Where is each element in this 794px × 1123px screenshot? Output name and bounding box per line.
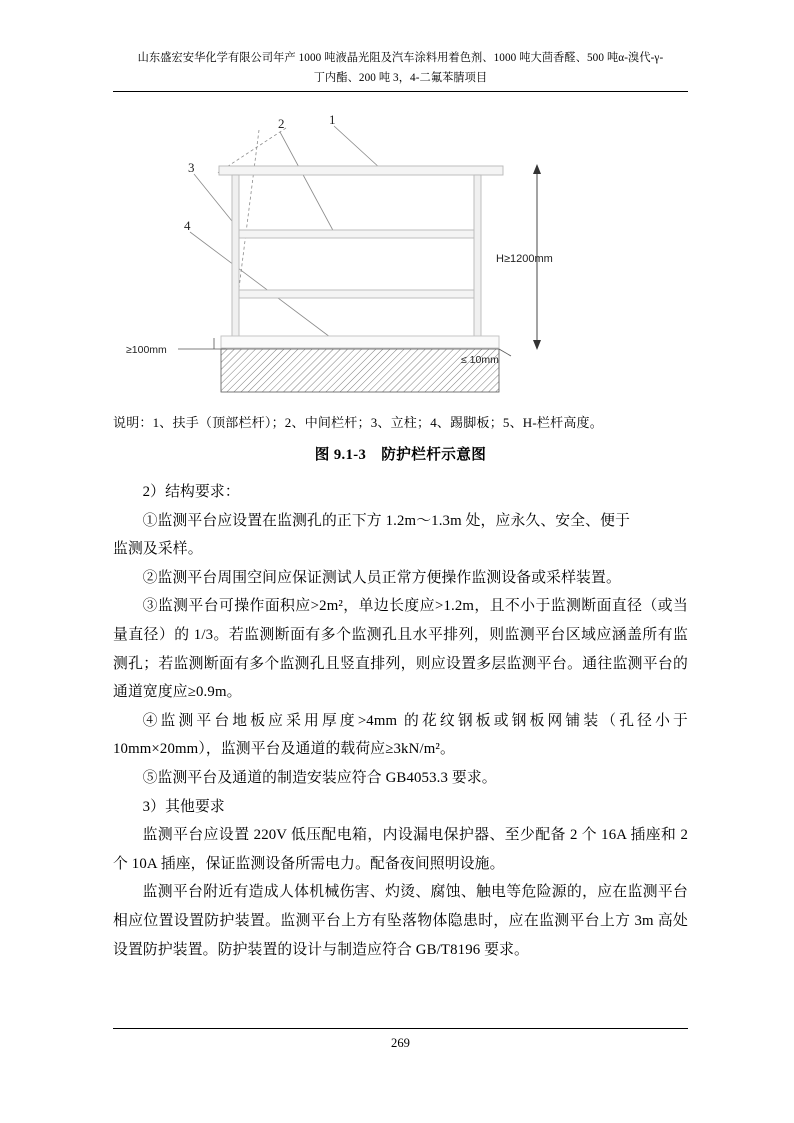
structural-item-2: ②监测平台周围空间应保证测试人员正常方便操作监测设备或采样装置。 [142, 569, 621, 586]
dimension-label-toe-height: ≥100mm [126, 344, 167, 356]
callout-number-4: 4 [183, 218, 190, 233]
structural-item-5: ⑤监测平台及通道的制造安装应符合 GB4053.3 要求。 [142, 769, 497, 786]
toe-board [221, 336, 499, 348]
structural-item-4: ④监测平台地板应采用厚度>4mm 的花纹钢板或钢板网铺装（孔径小于 10mm×20mm），监测平台及通道的载荷应≥3kN/m²。 [113, 712, 688, 758]
ground-hatch [221, 349, 499, 392]
footer-divider [113, 1028, 688, 1029]
top-handrail [219, 166, 503, 175]
running-header-line2: 丁内酯、200 吨 3，4-二氟苯腈项目 [313, 72, 488, 84]
callout-number-1: 1 [328, 112, 335, 127]
body-text [113, 478, 688, 964]
structural-item-1: ①监测平台应设置在监测孔的正下方 1.2m～1.3m 处，应永久、安全、便于 [142, 512, 631, 529]
post-left [232, 175, 239, 347]
dimension-arrow-bottom [533, 340, 541, 350]
running-header [113, 48, 688, 90]
section-2-title: 2）结构要求： [142, 484, 240, 500]
page-number: 269 [391, 1036, 410, 1050]
dimension-arrow-top [533, 164, 541, 174]
figure-legend-note: 说明：1、扶手（顶部栏杆）；2、中间栏杆；3、立柱；4、踢脚板；5、H-栏杆高度。 [113, 415, 603, 430]
running-header-line1: 山东盛宏安华化学有限公司年产 1000 吨液晶光阻及汽车涂料用着色剂、1000 吨大茴香醛、500 吨α-溴代-γ- [137, 52, 664, 64]
other-requirement-paragraph-2: 监测平台附近有造成人体机械伤害、灼烫、腐蚀、触电等危险源的，应在监测平台相应位置设置防护装置。监测平台上方有坠落物体隐患时，应在监测平台上方 3m 高处设置防护装置。防护装置的设计与制造应符合 GB/T8196 要求。 [113, 884, 688, 958]
page-content [113, 48, 688, 964]
callout-number-3: 3 [187, 160, 194, 175]
header-divider [113, 91, 688, 92]
structural-item-1-continued: 监测及采样。 [113, 541, 203, 558]
dimension-label-height: H≥1200mm [496, 253, 553, 265]
figure-guardrail-diagram [113, 106, 688, 406]
dimension-label-gap: ≤ 10mm [461, 354, 499, 366]
structural-item-3: ③监测平台可操作面积应>2m²，单边长度应>1.2m，且不小于监测断面直径（或当量直径）的 1/3。若监测断面有多个监测孔且水平排列，则监测平台区域应涵盖所有监测孔；若监测断面有多个监测孔且竖直排列，则应设置多层监测平台。通往监测平台的通道宽度应≥0.9m。 [113, 598, 688, 701]
guardrail-schematic-svg [166, 106, 636, 406]
middle-rail-lower [234, 290, 480, 298]
callout-number-2: 2 [277, 116, 284, 131]
middle-rail-upper [234, 230, 480, 238]
post-right [474, 175, 481, 347]
other-requirement-paragraph-1: 监测平台应设置 220V 低压配电箱，内设漏电保护器、至少配备 2 个 16A 插座和 2 个 10A 插座，保证监测设备所需电力。配备夜间照明设施。 [113, 827, 688, 872]
section-3-title: 3）其他要求 [142, 798, 225, 815]
figure-caption: 图 9.1-3 防护栏杆示意图 [314, 447, 487, 463]
